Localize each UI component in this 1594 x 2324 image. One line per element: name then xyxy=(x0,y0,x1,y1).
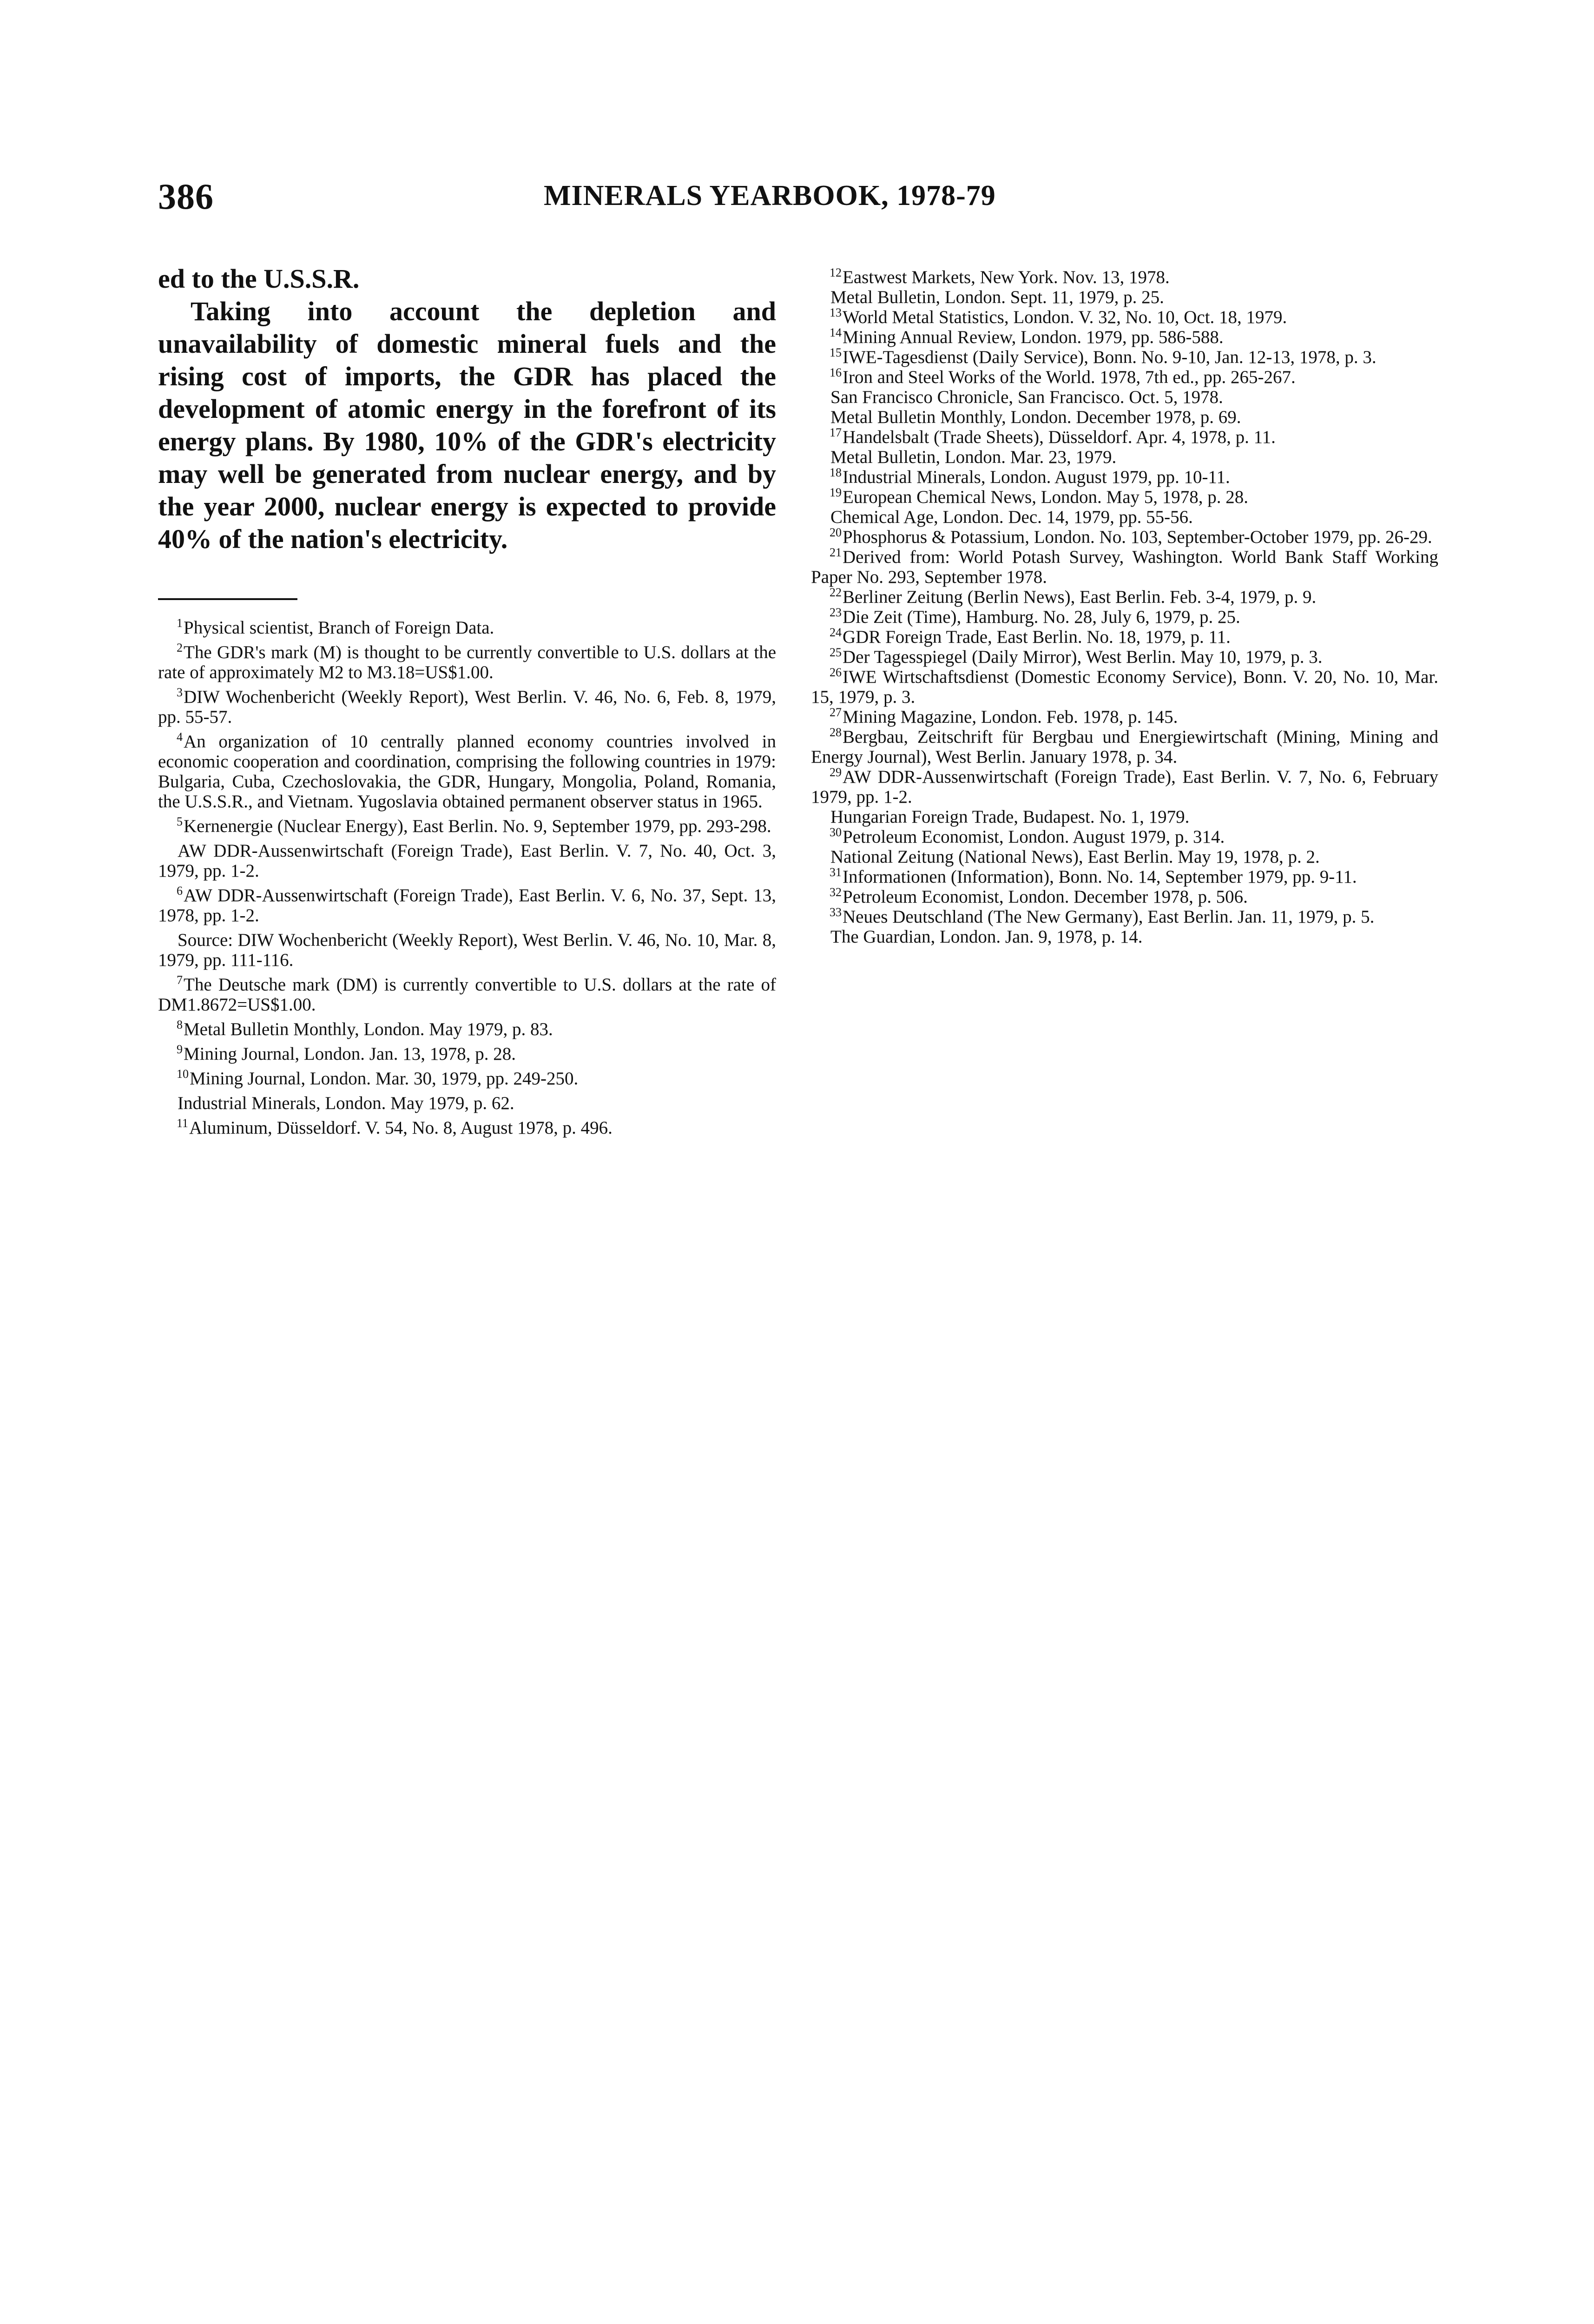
footnote xyxy=(811,907,1438,927)
footnote-text: San Francisco Chronicle, San Francisco. Oct. 5, 1978. xyxy=(830,387,1223,407)
footnote-number: 12 xyxy=(830,266,842,279)
footnote-text: Phosphorus & Potassium, London. No. 103, September-October 1979, pp. 26-29. xyxy=(843,527,1432,547)
footnote-text: World Metal Statistics, London. V. 32, No. 10, Oct. 18, 1979. xyxy=(843,307,1287,327)
footnote-text: GDR Foreign Trade, East Berlin. No. 18, 1979, p. 11. xyxy=(843,627,1231,647)
footnote-number: 17 xyxy=(830,426,842,439)
footnote xyxy=(811,607,1438,627)
footnote-number: 6 xyxy=(177,884,183,898)
footnote-text: Chemical Age, London. Dec. 14, 1979, pp. 55-56. xyxy=(830,507,1193,527)
footnote-number: 25 xyxy=(830,646,842,659)
footnote xyxy=(811,887,1438,907)
footnote xyxy=(158,816,776,836)
footnote-number: 14 xyxy=(830,326,842,339)
footnote xyxy=(811,707,1438,727)
footnote xyxy=(811,347,1438,367)
right-column xyxy=(811,267,1438,947)
footnote xyxy=(811,267,1438,287)
footnote xyxy=(811,387,1438,407)
footnote xyxy=(158,687,776,727)
footnote-number: 3 xyxy=(177,686,183,699)
footnote-text: Der Tagesspiegel (Daily Mirror), West Berlin. May 10, 1979, p. 3. xyxy=(843,647,1323,667)
footnote-text: Die Zeit (Time), Hamburg. No. 28, July 6, 1979, p. 25. xyxy=(843,607,1240,627)
footnote-number: 1 xyxy=(177,616,183,630)
footnote-number: 2 xyxy=(177,641,183,654)
footnote-number: 20 xyxy=(830,526,842,539)
footnote xyxy=(158,618,776,638)
footnote xyxy=(811,667,1438,707)
footnote-text: Hungarian Foreign Trade, Budapest. No. 1, 1979. xyxy=(830,807,1190,827)
footnote xyxy=(811,827,1438,847)
footnote-number: 15 xyxy=(830,346,842,359)
footnote-text: Mining Journal, London. Jan. 13, 1978, p. 28. xyxy=(184,1044,516,1064)
footnotes-left xyxy=(158,618,776,1138)
footnote-number: 26 xyxy=(830,666,842,679)
footnote-text: Mining Annual Review, London. 1979, pp. 586-588. xyxy=(843,327,1224,347)
footnote xyxy=(158,1118,776,1138)
footnote-number: 10 xyxy=(177,1067,189,1081)
footnote-text: The Guardian, London. Jan. 9, 1978, p. 14. xyxy=(830,927,1143,947)
body-paragraph: ed to the U.S.S.R. xyxy=(158,264,360,294)
footnote-text: Physical scientist, Branch of Foreign Data. xyxy=(184,618,494,638)
footnote-text: Neues Deutschland (The New Germany), East Berlin. Jan. 11, 1979, p. 5. xyxy=(843,907,1375,927)
footnotes-right xyxy=(811,267,1438,947)
footnote xyxy=(811,367,1438,387)
footnote-text: Bergbau, Zeitschrift für Bergbau und Energiewirtschaft (Mining, Mining and Energy Journal), West Berlin. January 1978, p. 34. xyxy=(811,727,1438,767)
footnote-text: AW DDR-Aussenwirtschaft (Foreign Trade), East Berlin. V. 7, No. 6, February 1979, pp. 1-2. xyxy=(811,767,1438,807)
footnote-text: An organization of 10 centrally planned economy countries involved in economic cooperation and coordination, comprising the following countries in 1979: Bulgaria, Cuba, Czechoslovakia, the GDR, Hungary, Mongolia, Poland, Romania, the U.S.S.R., and Vietnam. Yugoslavia obtained permanent observer status in 1965. xyxy=(158,732,776,812)
footnote-text: Berliner Zeitung (Berlin News), East Berlin. Feb. 3-4, 1979, p. 9. xyxy=(843,587,1317,607)
footnote-text: Petroleum Economist, London. August 1979, p. 314. xyxy=(843,827,1225,847)
footnote xyxy=(811,527,1438,547)
footnote-number: 28 xyxy=(830,726,842,739)
footnote-text: Metal Bulletin Monthly, London. December 1978, p. 69. xyxy=(830,407,1241,427)
footnote-text: Kernenergie (Nuclear Energy), East Berlin. No. 9, September 1979, pp. 293-298. xyxy=(184,816,771,836)
footnote xyxy=(158,642,776,682)
footnote-number: 5 xyxy=(177,815,183,828)
footnote-text: AW DDR-Aussenwirtschaft (Foreign Trade), East Berlin. V. 7, No. 40, Oct. 3, 1979, pp. 1-2. xyxy=(158,841,776,881)
footnote-number: 13 xyxy=(830,306,842,319)
footnote xyxy=(811,507,1438,527)
footnote-text: Petroleum Economist, London. December 1978, p. 506. xyxy=(843,887,1248,907)
footnote xyxy=(158,1093,776,1113)
footnote-number: 24 xyxy=(830,626,842,639)
footnote xyxy=(158,841,776,881)
footnote-text: Source: DIW Wochenbericht (Weekly Report), West Berlin. V. 46, No. 10, Mar. 8, 1979, pp. 111-116. xyxy=(158,930,776,970)
footnote-text: Derived from: World Potash Survey, Washington. World Bank Staff Working Paper No. 293, September 1978. xyxy=(811,547,1438,587)
footnote xyxy=(158,1069,776,1089)
footnote xyxy=(811,627,1438,647)
footnote-number: 29 xyxy=(830,766,842,779)
footnote xyxy=(811,547,1438,587)
footnote-text: AW DDR-Aussenwirtschaft (Foreign Trade), East Berlin. V. 6, No. 37, Sept. 13, 1978, pp. 1-2. xyxy=(158,885,776,925)
footnote-text: Mining Journal, London. Mar. 30, 1979, pp. 249-250. xyxy=(190,1069,579,1089)
footnote-divider xyxy=(158,598,297,600)
footnote xyxy=(811,427,1438,447)
footnote xyxy=(158,732,776,812)
footnote-number: 9 xyxy=(177,1043,183,1056)
footnote-number: 8 xyxy=(177,1018,183,1031)
footnote xyxy=(811,447,1438,467)
footnote xyxy=(811,867,1438,887)
footnote-text: Metal Bulletin, London. Mar. 23, 1979. xyxy=(830,447,1117,467)
running-title: MINERALS YEARBOOK, 1978-79 xyxy=(544,180,996,211)
body-paragraph: Taking into account the depletion and unavailability of domestic mineral fuels and the rising cost of imports, the GDR has placed the development of atomic energy in the forefront of its energy plans. By 1980, 10% of the GDR's electricity may well be generated from nuclear energy, and by the year 2000, nuclear energy is expected to provide 40% of the nation's electricity. xyxy=(158,296,776,554)
footnote-text: National Zeitung (National News), East Berlin. May 19, 1978, p. 2. xyxy=(830,847,1320,867)
footnote xyxy=(158,975,776,1015)
footnote xyxy=(811,767,1438,807)
footnote-number: 16 xyxy=(830,366,842,379)
footnote-text: Industrial Minerals, London. August 1979, pp. 10-11. xyxy=(843,467,1230,487)
footnote-text: The Deutsche mark (DM) is currently convertible to U.S. dollars at the rate of DM1.8672=US$1.00. xyxy=(158,975,776,1015)
footnote-text: Informationen (Information), Bonn. No. 14, September 1979, pp. 9-11. xyxy=(843,867,1357,887)
footnote-text: DIW Wochenbericht (Weekly Report), West Berlin. V. 46, No. 6, Feb. 8, 1979, pp. 55-57. xyxy=(158,687,776,727)
footnote xyxy=(158,1044,776,1064)
footnote-number: 18 xyxy=(830,466,842,479)
footnote-text: Eastwest Markets, New York. Nov. 13, 1978. xyxy=(843,267,1170,287)
footnote-number: 30 xyxy=(830,825,842,839)
footnote-text: Metal Bulletin, London. Sept. 11, 1979, p. 25. xyxy=(830,287,1164,307)
footnote xyxy=(158,885,776,925)
footnote-text: Metal Bulletin Monthly, London. May 1979, p. 83. xyxy=(184,1019,553,1039)
footnote-number: 4 xyxy=(177,730,183,744)
footnote-text: The GDR's mark (M) is thought to be currently convertible to U.S. dollars at the rate of approximately M2 to M3.18=US$1.00. xyxy=(158,642,776,682)
page-header xyxy=(158,176,1041,218)
footnote-text: Iron and Steel Works of the World. 1978, 7th ed., pp. 265-267. xyxy=(843,367,1296,387)
footnote-text: IWE Wirtschaftsdienst (Domestic Economy Service), Bonn. V. 20, No. 10, Mar. 15, 1979, p. 3. xyxy=(811,667,1438,707)
footnote-number: 21 xyxy=(830,546,842,559)
footnote-text: Handelsbalt (Trade Sheets), Düsseldorf. Apr. 4, 1978, p. 11. xyxy=(843,427,1276,447)
footnote-number: 11 xyxy=(177,1116,189,1130)
footnote-number: 33 xyxy=(830,905,842,919)
footnote xyxy=(158,1019,776,1039)
footnote-text: European Chemical News, London. May 5, 1978, p. 28. xyxy=(843,487,1249,507)
footnote xyxy=(811,307,1438,327)
page-number: 386 xyxy=(158,176,214,217)
footnote xyxy=(811,587,1438,607)
left-column xyxy=(158,263,776,1142)
footnote xyxy=(811,847,1438,867)
footnote xyxy=(811,487,1438,507)
footnote-number: 7 xyxy=(177,973,183,987)
footnote xyxy=(811,287,1438,307)
footnote xyxy=(811,327,1438,347)
footnote-number: 22 xyxy=(830,586,842,599)
footnote-number: 32 xyxy=(830,885,842,899)
footnote-text: Aluminum, Düsseldorf. V. 54, No. 8, August 1978, p. 496. xyxy=(189,1118,613,1138)
footnote xyxy=(811,467,1438,487)
footnote-text: Mining Magazine, London. Feb. 1978, p. 145. xyxy=(843,707,1178,727)
footnote-number: 31 xyxy=(830,865,842,879)
footnote xyxy=(811,807,1438,827)
footnote xyxy=(811,647,1438,667)
footnote-text: Industrial Minerals, London. May 1979, p. 62. xyxy=(178,1093,514,1113)
footnote-number: 27 xyxy=(830,706,842,719)
footnote xyxy=(811,727,1438,767)
footnote-text: IWE-Tagesdienst (Daily Service), Bonn. No. 9-10, Jan. 12-13, 1978, p. 3. xyxy=(843,347,1377,367)
footnote xyxy=(158,930,776,970)
footnote-number: 23 xyxy=(830,606,842,619)
footnote-number: 19 xyxy=(830,486,842,499)
footnote xyxy=(811,927,1438,947)
footnote xyxy=(811,407,1438,427)
